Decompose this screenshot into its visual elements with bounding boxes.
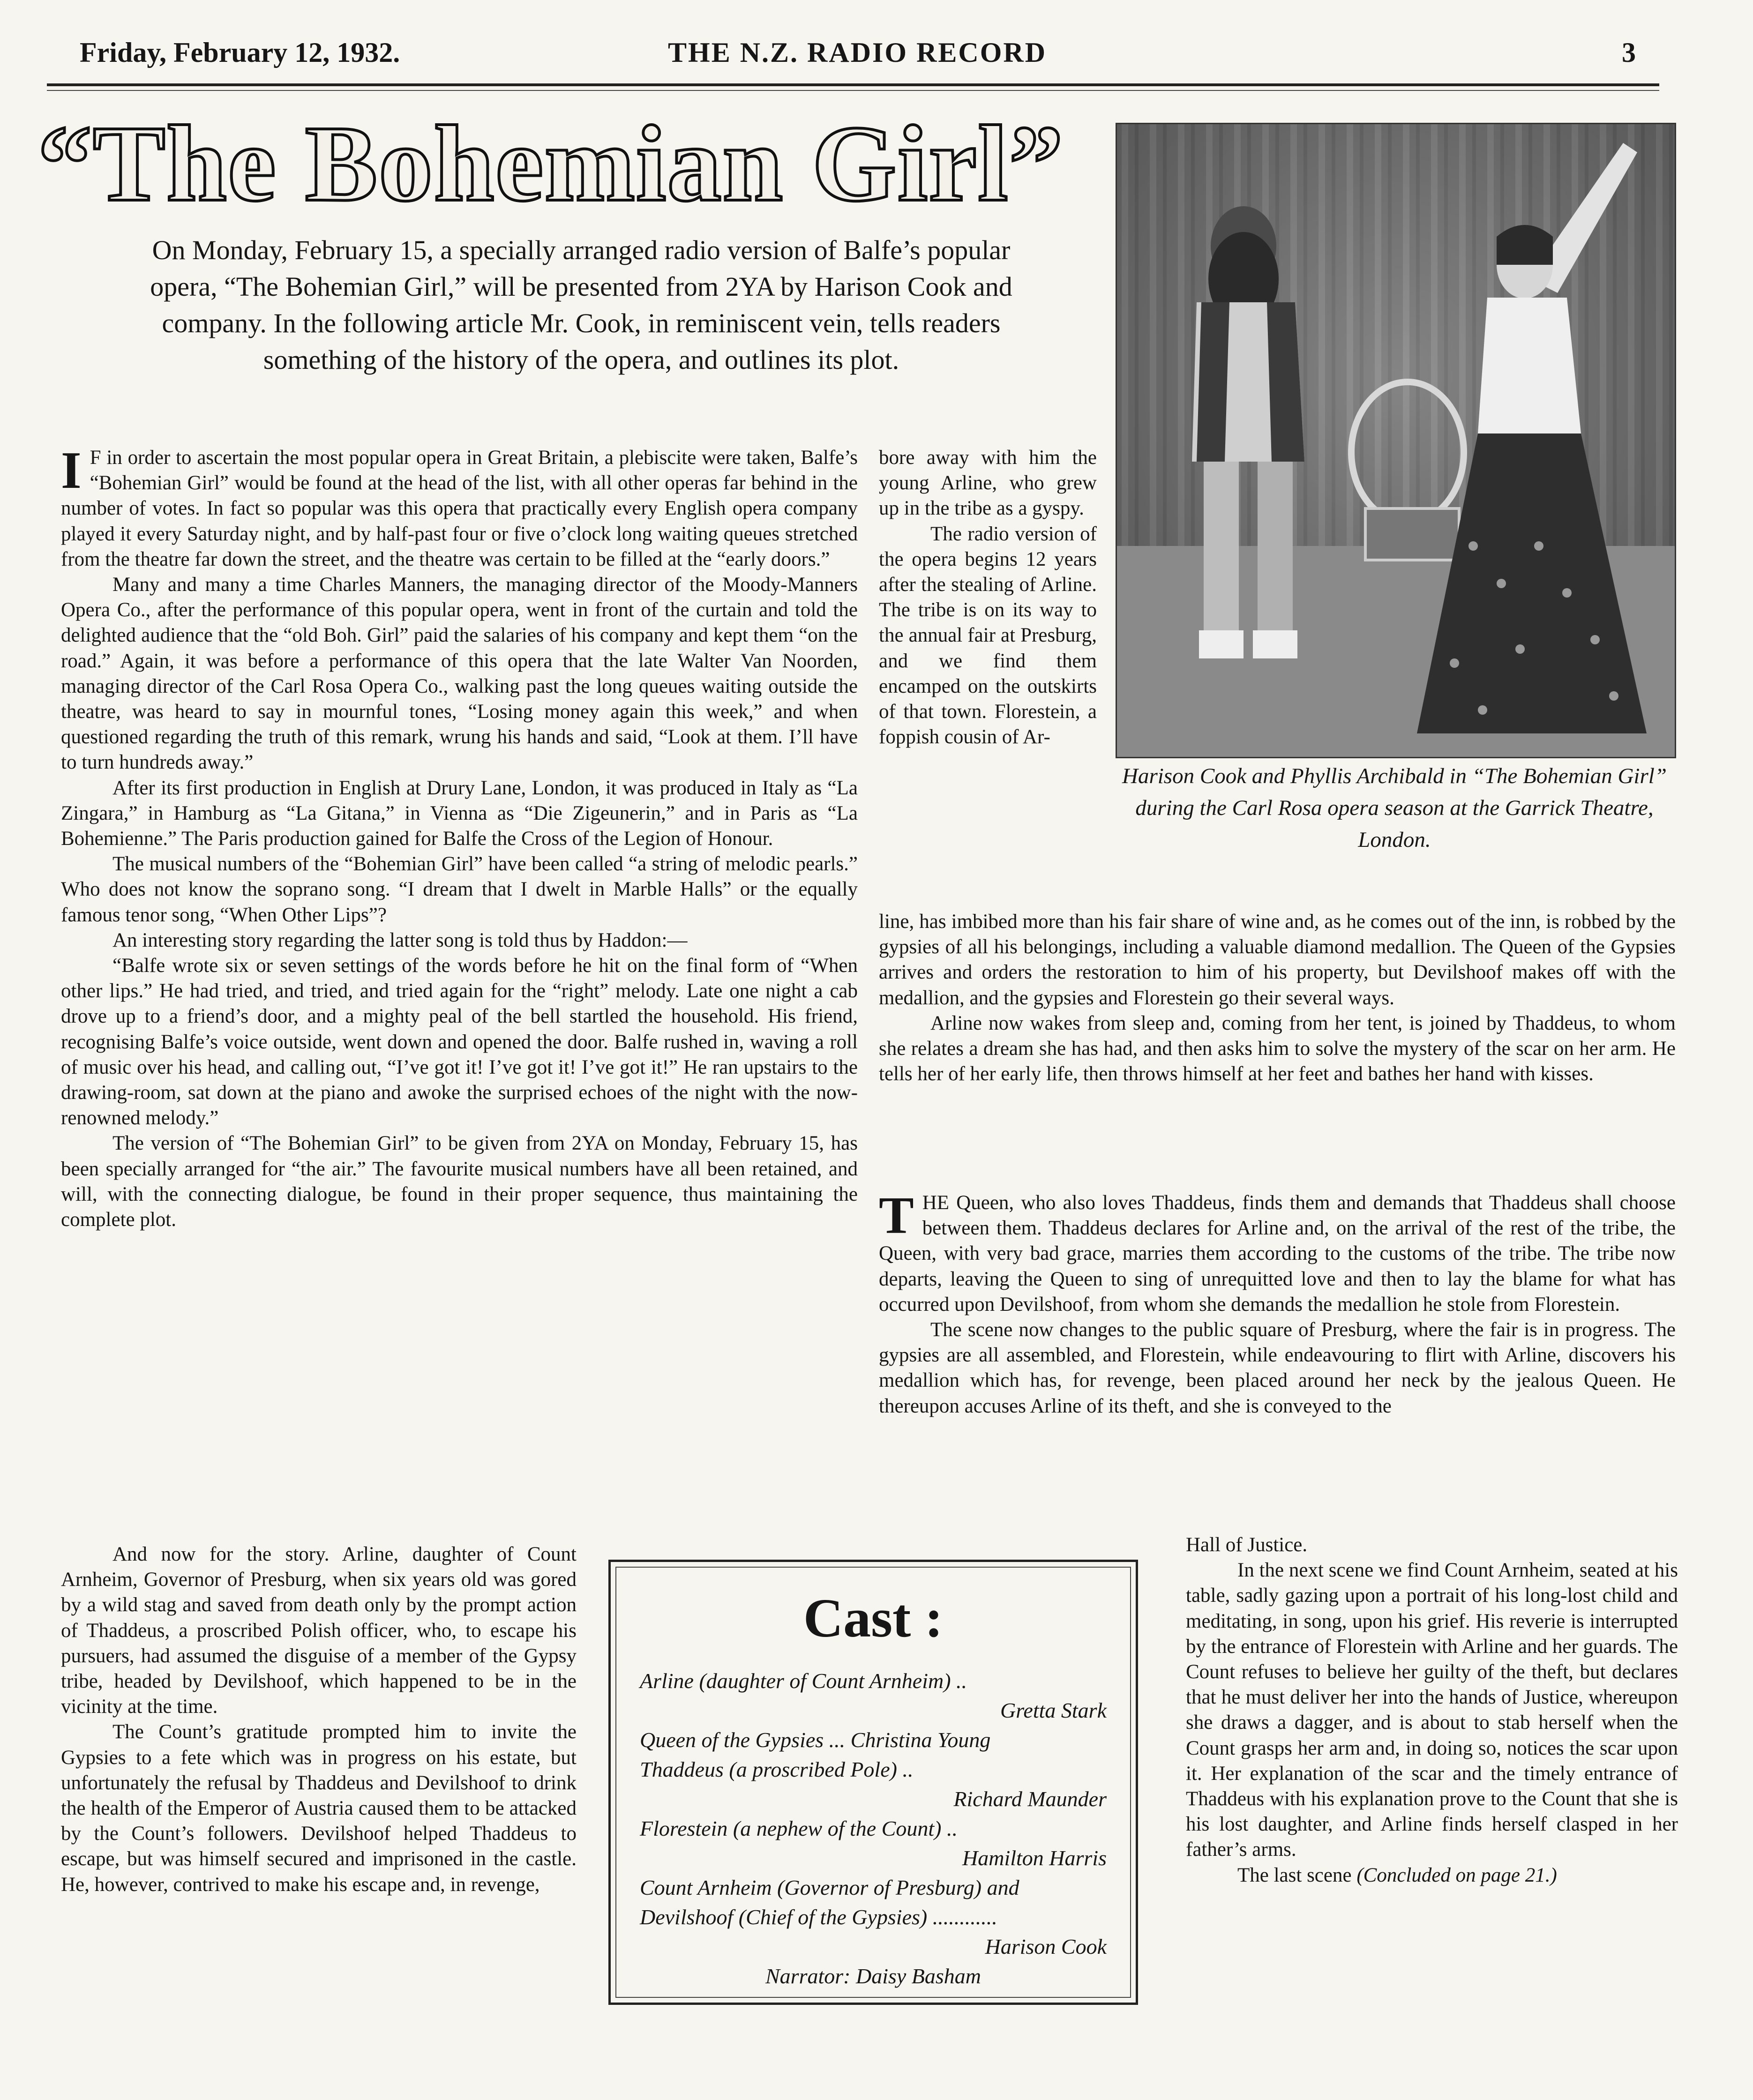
article-intro: On Monday, February 15, a specially arranged radio version of Balfe’s popular opera, “The Bohemian Girl,” will be presented from 2YA by Harison Cook and company. In the following article Mr. Cook, in reminiscent vein, tells readers something of the history of the opera, and outlines its plot. [150, 235, 1012, 375]
paragraph-text: The scene now changes to the public square of Presburg, where the fair is in progress. The gypsies are all assembled, and Florestein, while endeavouring to flirt with Arline, discovers his medallion which has, for revenge, been placed around her neck by the jealous Queen. He thereupon accuses Arline of its theft, and she is conveyed to the [879, 1319, 1676, 1417]
article-paragraph [879, 445, 1097, 522]
production-photo [1116, 123, 1676, 758]
paragraph-text: An interesting story regarding the latter song is told thus by Haddon:— [112, 929, 688, 951]
paragraph-text: Arline now wakes from sleep and, coming from her tent, is joined by Thaddeus, to whom she relates a dream she has had, and then asks him to solve the mystery of the scar on her arm. He tells her of her early life, then throws himself at her feet and bathes her hand with kisses. [879, 1012, 1676, 1085]
article-paragraph [61, 1131, 858, 1233]
article-paragraph [61, 953, 858, 1131]
article-paragraph [61, 1542, 577, 1719]
paragraph-text: F in order to ascertain the most popular opera in Great Britain, a plebiscite were taken, Balfe’s “Bohemian Girl” would be found at the head of the list, with all other operas far behind in the number of votes. In fact so popular was this opera that practically every English opera company played it every Saturday night, and by half-past four or five o’clock long waiting queues stretched from the theatre far down the street, and the theatre was certain to be filled at the “early doors.” [61, 447, 858, 570]
article-paragraph [61, 1719, 577, 1897]
article-paragraph [879, 909, 1676, 1011]
cast-entry [640, 1755, 1107, 1814]
paragraph-text: The Count’s gratitude prompted him to invite the Gypsies to a fete which was in progress on his estate, but unfortunately the refusal by Thaddeus and Devilshoof to drink the health of the Emperor of Austria caused them to be attacked by the Count’s followers. Devilshoof helped Thaddeus to escape, but was himself secured and imprisoned in the castle. He, however, contrived to make his escape and, in revenge, [61, 1721, 577, 1896]
paragraph-text: In the next scene we find Count Arnheim, seated at his table, sadly gazing upon a portrait of his long-lost child and meditating, in song, upon his grief. His reverie is interrupted by the entrance of Florestein with Arline and her guards. The Count refuses to believe her guilty of the theft, but declares that he must deliver her into the hands of Justice, whereupon she draws a dagger, and is about to stab herself when the Count grasps her arm and, in doing so, notices the scar upon it. Her explanation of the scar and the timely entrance of Thaddeus with his explanation prove to the Count that she is his lost daughter, and Arline finds herself clasped in her father’s arms. [1186, 1559, 1678, 1861]
cast-role: Count Arnheim (Governor of Presburg) and Devilshoof (Chief of the Gypsies) ............ [640, 1876, 1019, 1929]
paragraph-text: The last scene [1237, 1864, 1352, 1886]
cast-title: Cast : [803, 1587, 944, 1649]
paragraph-text: Hall of Justice. [1186, 1534, 1308, 1556]
article-column-2-narrow [879, 445, 1097, 909]
cast-role: Thaddeus (a proscribed Pole) .. [640, 1757, 914, 1781]
article-column-2-lower [879, 1190, 1676, 1547]
page-number: 3 [1622, 37, 1636, 68]
article-paragraph [879, 1317, 1676, 1419]
issue-date: Friday, February 12, 1932. [80, 37, 400, 68]
article-column-3 [1186, 1532, 1678, 2085]
article-column-1 [61, 445, 858, 1540]
article-paragraph [1186, 1558, 1678, 1862]
article-paragraph [879, 1011, 1676, 1087]
paragraph-text: line, has imbibed more than his fair share of wine and, as he comes out of the inn, is robbed by the gypsies of all his belongings, including a valuable diamond medallion. The Queen of the Gypsies arrives and orders the restoration to him of his property, but Devilshoof makes off with the medallion, and the gypsies and Florestein go their several ways. [879, 911, 1676, 1009]
cast-list [640, 1666, 1107, 1991]
drop-cap: T [879, 1190, 914, 1245]
drop-cap: I [61, 445, 82, 500]
cast-entry [640, 1814, 1107, 1873]
article-paragraph [61, 928, 858, 953]
article-paragraph [61, 445, 858, 572]
article-paragraph [1186, 1863, 1678, 1888]
header-rule-thin [47, 90, 1659, 91]
article-paragraph [1186, 1532, 1678, 1558]
cast-entry [640, 1873, 1107, 1961]
continuation-note: (Concluded on page 21.) [1351, 1864, 1557, 1886]
paragraph-text: “Balfe wrote six or seven settings of the words before he hit on the final form of “When other lips.” He had tried, and tried, and tried again for the “right” melody. Late one night a cab drove up to a friend’s door, and a mighty peal of the bell startled the household. His friend, recognising Balfe’s voice outside, went down and opened the door. Balfe rushed in, waving a roll of music over his head, and calling out, “I’ve got it! I’ve got it! I’ve got it!” He ran upstairs to the drawing-room, sat down at the piano and awoke the surprised echoes of the night with the now-renowned melody.” [61, 955, 858, 1129]
article-paragraph [61, 852, 858, 928]
header-rule [47, 83, 1659, 86]
cast-role: Queen of the Gypsies ... Christina Young [640, 1728, 991, 1752]
publication-name: THE N.Z. RADIO RECORD [668, 37, 1047, 68]
cast-actor: Richard Maunder [953, 1787, 1107, 1811]
cast-actor: Hamilton Harris [962, 1846, 1107, 1870]
paragraph-text: The radio version of the opera begins 12 years after the stealing of Arline. The tribe is on its way to the annual fair at Presburg, and we find them encamped on the outskirts of that town. Florestein, a foppish cousin of Ar- [879, 523, 1097, 748]
article-title: “The Bohemian Girl” [37, 104, 1064, 224]
article-paragraph [61, 572, 858, 776]
photo-caption: Harison Cook and Phyllis Archibald in “The Bohemian Girl” during the Carl Rosa opera season at the Garrick Theatre, London. [1122, 764, 1667, 852]
cast-role: Arline (daughter of Count Arnheim) .. [640, 1669, 967, 1693]
cast-box-inner [615, 1567, 1131, 1998]
article-column-1-lower [61, 1542, 577, 2081]
article-paragraph [879, 522, 1097, 750]
article-paragraph [879, 1190, 1676, 1317]
paragraph-text: The version of “The Bohemian Girl” to be given from 2YA on Monday, February 15, has been specially arranged for “the air.” The favourite musical numbers have all been retained, and will, with the connecting dialogue, be found in their proper sequence, thus maintaining the complete plot. [61, 1132, 858, 1231]
paragraph-text: Many and many a time Charles Manners, the managing director of the Moody-Manners Opera Co., after the performance of this popular opera, went in front of the curtain and told the delighted audience that the “old Boh. Girl” paid the salaries of his company and kept them “on the road.” Again, it was before a performance of this opera that the late Walter Van Noorden, managing director of the Carl Rosa Opera Co., walking past the long queues waiting outside the theatre, was heard to say in mournful tones, “Losing money again this week,” and when questioned regarding the truth of this remark, wrung his hands and said, “Look at them. I’ll have to turn hundreds away.” [61, 574, 858, 774]
paragraph-text: bore away with him the young Arline, who grew up in the tribe as a gyspy. [879, 447, 1097, 520]
cast-entry [640, 1666, 1107, 1725]
cast-actor: Harison Cook [985, 1935, 1107, 1958]
cast-role: Florestein (a nephew of the Count) .. [640, 1816, 958, 1840]
cast-narrator: Narrator: Daisy Basham [765, 1964, 981, 1988]
article-column-2 [879, 909, 1676, 1190]
article-paragraph [61, 776, 858, 852]
paragraph-text: And now for the story. Arline, daughter of Count Arnheim, Governor of Presburg, when six years old was gored by a wild stag and saved from death only by the prompt action of Thaddeus, a proscribed Polish officer, who, to escape his pursuers, had assumed the disguise of a member of the Gypsy tribe, headed by Devilshoof, which happened to be in the vicinity at the time. [61, 1543, 577, 1718]
cast-box [608, 1560, 1138, 2005]
cast-entry [640, 1725, 1107, 1755]
paragraph-text: HE Queen, who also loves Thaddeus, finds them and demands that Thaddeus shall choose between them. Thaddeus declares for Arline and, on the arrival of the rest of the tribe, the Queen, with very bad grace, marries them according to the customs of the tribe. The tribe now departs, leaving the Queen to sing of unrequitted love and then to lay the blame for what has occurred upon Devilshoof, from whom she demands the medallion he stole from Florestein. [879, 1192, 1676, 1315]
cast-actor: Gretta Stark [1000, 1698, 1107, 1722]
photo-image [1117, 124, 1675, 757]
paragraph-text: After its first production in English at Drury Lane, London, it was produced in Italy as “La Zingara,” in Hamburg as “La Gitana,” in Vienna as “Die Zigeunerin,” and in Paris as “La Bohemienne.” The Paris production gained for Balfe the Cross of the Legion of Honour. [61, 777, 858, 850]
paragraph-text: The musical numbers of the “Bohemian Girl” have been called “a string of melodic pearls.” Who does not know the soprano song. “I dream that I dwelt in Marble Halls” or the equally famous tenor song, “When Other Lips”? [61, 853, 858, 926]
